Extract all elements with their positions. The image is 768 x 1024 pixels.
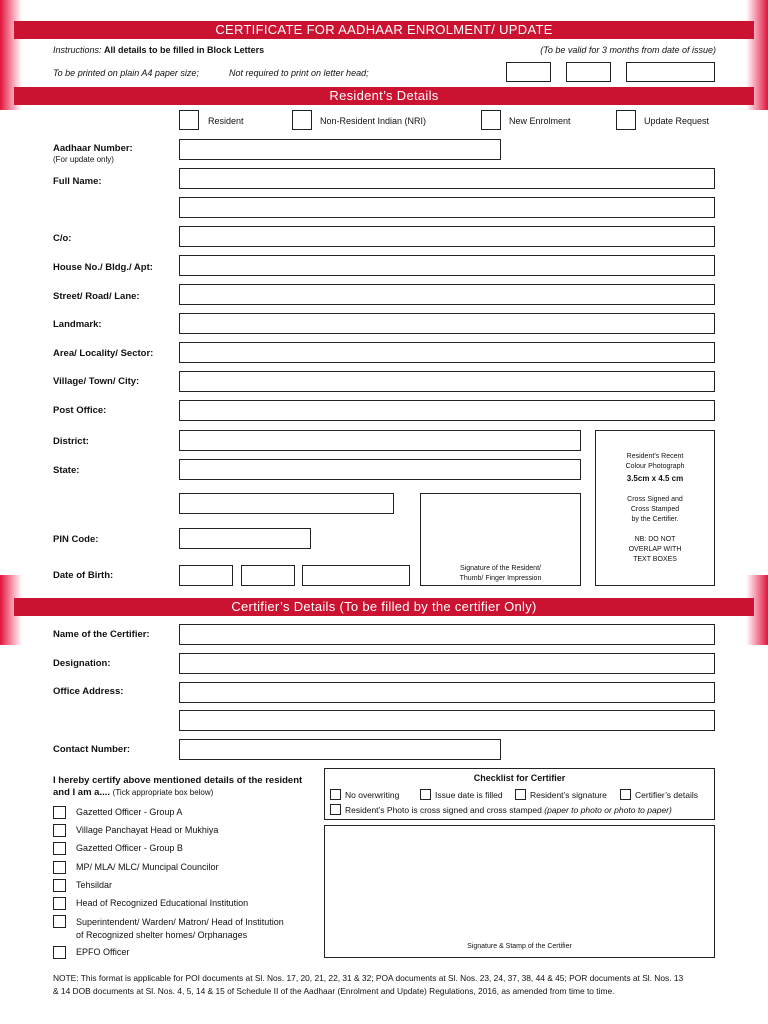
checklist-certifier-details-label: Certifier’s details [635, 790, 698, 800]
photo-note-line1: Cross Signed and [627, 496, 683, 503]
checklist-resident-signature-label: Resident’s signature [530, 790, 607, 800]
resident-checkbox[interactable] [179, 110, 199, 130]
state-field[interactable] [179, 459, 581, 480]
resident-section-band [14, 87, 754, 105]
certify-line2: and I am a.... [53, 787, 111, 798]
aadhaar-number-field[interactable] [179, 139, 501, 160]
dob-year-field[interactable] [302, 565, 410, 586]
extra-field[interactable] [179, 493, 394, 514]
role-label-gazetted-a: Gazetted Officer - Group A [76, 807, 183, 817]
validity-note: (To be valid for 3 months from date of issue) [540, 45, 716, 55]
instructions [53, 45, 264, 55]
signature-note-line2: Thumb/ Finger Impression [459, 575, 542, 582]
dob-day-field[interactable] [179, 565, 233, 586]
certifier-section-band [14, 598, 754, 616]
checklist-certifier-details-checkbox[interactable] [620, 789, 631, 800]
photo-instructions [597, 452, 713, 565]
house-field[interactable] [179, 255, 715, 276]
footer-note-line1: NOTE: This format is applicable for POI documents at Sl. Nos. 17, 20, 21, 22, 31 & 32; POA documents at Sl. Nos. 23, 24, 37, 38, 44 & 45; POR documents at Sl. Nos. 13 [53, 973, 684, 983]
aadhaar-label-text: Aadhaar Number: [53, 143, 133, 154]
dob-label: Date of Birth: [53, 570, 114, 581]
nri-checkbox[interactable] [292, 110, 312, 130]
role-checkbox-tehsildar[interactable] [53, 879, 66, 892]
checklist-issue-date-label: Issue date is filled [435, 790, 503, 800]
post-office-field[interactable] [179, 400, 715, 421]
footer-note-line2: & 14 DOB documents at Sl. Nos. 4, 5, 14 & 15 of Schedule II of the Aadhaar (Enrolment and Update) Regulations, 2016, as amended from time to time. [53, 986, 615, 996]
update-request-option-label: Update Request [644, 116, 710, 126]
pin-code-label: PIN Code: [53, 534, 99, 545]
nb-line2: OVERLAP WITH [628, 546, 682, 553]
letterhead-note: Not required to print on letter head; [229, 68, 369, 78]
district-field[interactable] [179, 430, 581, 451]
role-checkbox-gazetted-b[interactable] [53, 842, 66, 855]
aadhaar-number-label [53, 143, 133, 164]
resident-signature-note [422, 564, 579, 584]
village-field[interactable] [179, 371, 715, 392]
role-checkbox-epfo[interactable] [53, 946, 66, 959]
street-field[interactable] [179, 284, 715, 305]
role-label-epfo: EPFO Officer [76, 947, 130, 957]
form-title: CERTIFICATE FOR AADHAAR ENROLMENT/ UPDATE [215, 22, 553, 37]
landmark-label: Landmark: [53, 319, 102, 330]
state-label: State: [53, 465, 80, 476]
house-label: House No./ Bldg./ Apt: [53, 262, 153, 273]
issue-date-month-box[interactable] [566, 62, 611, 82]
office-address-field-line1[interactable] [179, 682, 715, 703]
photo-note-line3: by the Certifier. [631, 516, 679, 523]
superintendent-line1: Superintendent/ Warden/ Matron/ Head of Institution [76, 917, 284, 927]
certifier-name-field[interactable] [179, 624, 715, 645]
resident-option-label: Resident [208, 116, 244, 126]
role-checkbox-superintendent[interactable] [53, 915, 66, 928]
checklist-issue-date-checkbox[interactable] [420, 789, 431, 800]
dob-month-field[interactable] [241, 565, 295, 586]
pin-code-field[interactable] [179, 528, 311, 549]
role-checkbox-head-institution[interactable] [53, 897, 66, 910]
office-address-field-line2[interactable] [179, 710, 715, 731]
resident-section-title: Resident’s Details [329, 88, 439, 103]
district-label: District: [53, 436, 89, 447]
update-request-checkbox[interactable] [616, 110, 636, 130]
village-label: Village/ Town/ City: [53, 376, 140, 387]
full-name-field-line2[interactable] [179, 197, 715, 218]
certifier-section-title: Certifier’s Details (To be filled by the certifier Only) [231, 599, 537, 614]
full-name-label: Full Name: [53, 176, 102, 187]
photo-note-line2: Cross Stamped [630, 506, 680, 513]
checklist-no-overwriting-checkbox[interactable] [330, 789, 341, 800]
role-checkbox-panchayat-head[interactable] [53, 824, 66, 837]
certify-statement [53, 775, 302, 799]
area-field[interactable] [179, 342, 715, 363]
certifier-stamp-label: Signature & Stamp of the Certifier [467, 943, 572, 950]
designation-label: Designation: [53, 658, 111, 669]
checklist-photo-label [345, 805, 672, 815]
checklist-photo-checkbox[interactable] [330, 804, 341, 815]
role-label-tehsildar: Tehsildar [76, 880, 113, 890]
full-name-field-line1[interactable] [179, 168, 715, 189]
photo-size: 3.5cm x 4.5 cm [626, 474, 684, 483]
area-label: Area/ Locality/ Sector: [53, 348, 154, 359]
issue-date-year-box[interactable] [626, 62, 715, 82]
new-enrolment-option-label: New Enrolment [509, 116, 571, 126]
instructions-prefix: Instructions: [53, 45, 102, 55]
role-label-superintendent [76, 916, 284, 942]
photo-line1: Resident’s Recent [626, 453, 684, 460]
photo-check-text: Resident’s Photo is cross signed and cross stamped [345, 805, 542, 815]
care-of-label: C/o: [53, 233, 72, 244]
certify-tick-note: (Tick appropriate box below) [112, 788, 214, 797]
post-office-label: Post Office: [53, 405, 107, 416]
superintendent-line2: of Recognized shelter homes/ Orphanages [76, 930, 248, 940]
certifier-stamp-box[interactable] [324, 825, 715, 958]
certify-line1: I hereby certify above mentioned details of the resident [53, 775, 303, 786]
issue-date-day-box[interactable] [506, 62, 551, 82]
photo-check-note: (paper to photo or photo to paper) [544, 805, 672, 815]
footer-note [53, 972, 683, 998]
street-label: Street/ Road/ Lane: [53, 291, 140, 302]
contact-number-field[interactable] [179, 739, 501, 760]
role-label-head-institution: Head of Recognized Educational Institution [76, 898, 249, 908]
role-label-gazetted-b: Gazetted Officer - Group B [76, 843, 183, 853]
checklist-title: Checklist for Certifier [473, 773, 566, 783]
signature-note-line1: Signature of the Resident/ [460, 565, 541, 572]
photo-line2: Colour Photograph [625, 463, 685, 470]
role-label-mp-mla: MP/ MLA/ MLC/ Muncipal Councilor [76, 862, 219, 872]
contact-number-label: Contact Number: [53, 744, 131, 755]
role-checkbox-gazetted-a[interactable] [53, 806, 66, 819]
new-enrolment-checkbox[interactable] [481, 110, 501, 130]
nb-line3: TEXT BOXES [633, 556, 677, 563]
checklist-resident-signature-checkbox[interactable] [515, 789, 526, 800]
nb-line1: NB: DO NOT [634, 536, 676, 543]
print-note: To be printed on plain A4 paper size; [53, 68, 199, 78]
role-checkbox-mp-mla[interactable] [53, 861, 66, 874]
checklist-no-overwriting-label: No overwriting [345, 790, 400, 800]
certifier-name-label: Name of the Certifier: [53, 629, 150, 640]
instructions-text: All details to be filled in Block Letters [104, 45, 265, 55]
aadhaar-sub-label: (For update only) [53, 155, 114, 164]
designation-field[interactable] [179, 653, 715, 674]
form-title-band [14, 21, 754, 39]
care-of-field[interactable] [179, 226, 715, 247]
nri-option-label: Non-Resident Indian (NRI) [320, 116, 427, 126]
role-label-panchayat-head: Village Panchayat Head or Mukhiya [76, 825, 219, 835]
office-address-label: Office Address: [53, 686, 124, 697]
landmark-field[interactable] [179, 313, 715, 334]
